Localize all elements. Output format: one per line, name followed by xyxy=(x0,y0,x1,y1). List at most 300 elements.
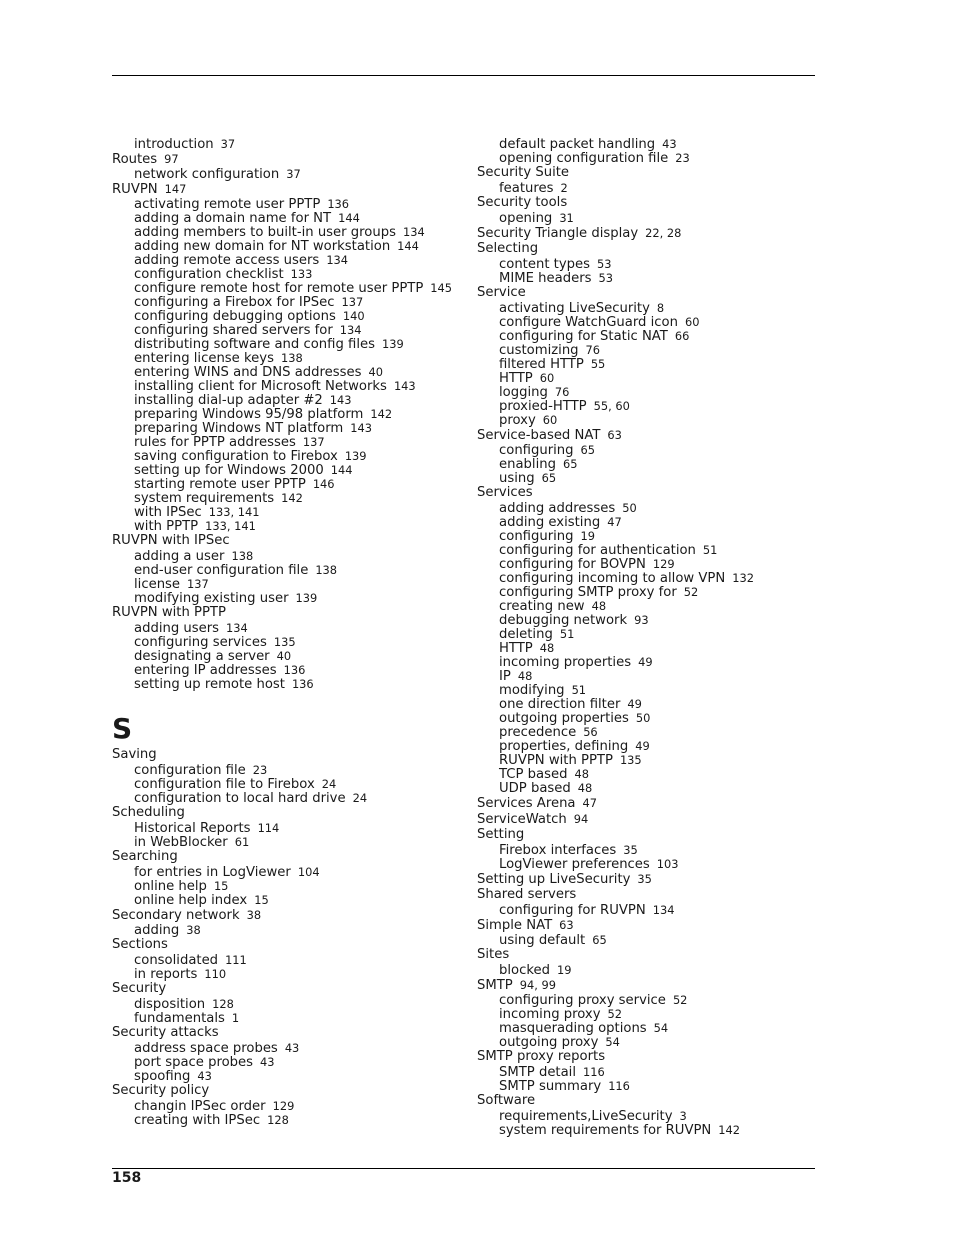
index-subentry-blocked xyxy=(477,963,827,977)
index-term: UDP based xyxy=(499,781,571,796)
footer-rule xyxy=(112,1168,815,1169)
index-term: configuring for RUVPN xyxy=(499,903,646,918)
page-reference: 22, 28 xyxy=(645,226,682,240)
page-reference: 135 xyxy=(619,753,642,767)
index-subentry-license xyxy=(112,577,462,591)
index-term: consolidated xyxy=(134,953,219,968)
index-term: configure remote host for remote user PPTP xyxy=(134,281,424,296)
page-reference: 133 xyxy=(290,267,313,281)
index-entry-security-triangle-display xyxy=(477,225,827,241)
index-term: MIME headers xyxy=(499,271,592,286)
index-subentry-disposition xyxy=(112,997,462,1011)
index-subentry-outgoing-properties xyxy=(477,711,827,725)
page-reference: 116 xyxy=(608,1079,630,1093)
index-subentry-address-space-probes xyxy=(112,1041,462,1055)
page-reference: 65 xyxy=(541,471,557,485)
index-column-right xyxy=(477,137,827,1137)
index-term: starting remote user PPTP xyxy=(134,477,306,492)
page-reference: 43 xyxy=(197,1069,212,1083)
page-reference: 143 xyxy=(329,393,352,407)
page-reference: 47 xyxy=(607,515,622,529)
index-entry-services-arena xyxy=(477,795,827,811)
page-reference: 43 xyxy=(284,1041,300,1055)
page-reference: 134 xyxy=(402,225,425,239)
index-subentry-incoming-properties xyxy=(477,655,827,669)
index-column-left xyxy=(112,137,462,1127)
index-subentry-deleting xyxy=(477,627,827,641)
index-subentry-in-webblocker xyxy=(112,835,462,849)
index-subentry-rules-for-pptp-addresses xyxy=(112,435,462,449)
index-term: configuration file to Firebox xyxy=(134,777,315,792)
page-reference: 53 xyxy=(598,271,613,285)
index-term: Saving xyxy=(112,747,157,762)
index-subentry-configuring-incoming-to-allow-vpn xyxy=(477,571,827,585)
page-reference: 140 xyxy=(342,309,365,323)
index-subentry-adding-existing xyxy=(477,515,827,529)
index-subentry-configuration-file-to-firebox xyxy=(112,777,462,791)
index-term: TCP based xyxy=(499,767,568,782)
index-subentry-installing-client-for-microsoft-networks xyxy=(112,379,462,393)
index-subentry-end-user-configuration-file xyxy=(112,563,462,577)
index-term: masquerading options xyxy=(499,1021,647,1036)
index-term: changin IPSec order xyxy=(134,1099,266,1114)
page-reference: 129 xyxy=(272,1099,295,1113)
index-term: proxy xyxy=(499,413,536,428)
page-reference: 66 xyxy=(674,329,690,343)
page-reference: 133, 141 xyxy=(208,505,260,519)
page-reference: 53 xyxy=(597,257,612,271)
page-reference: 50 xyxy=(635,711,651,725)
index-term: Services xyxy=(477,485,533,500)
index-subentry-adding-remote-access-users xyxy=(112,253,462,267)
index-term: adding addresses xyxy=(499,501,616,516)
index-subentry-configuring-for-bovpn xyxy=(477,557,827,571)
index-term: creating with IPSec xyxy=(134,1113,261,1128)
index-subentry-ip xyxy=(477,669,827,683)
index-term: outgoing properties xyxy=(499,711,629,726)
index-subentry-adding-a-domain-name-for-nt xyxy=(112,211,462,225)
index-subentry-adding-users xyxy=(112,621,462,635)
index-term: customizing xyxy=(499,343,579,358)
index-term: proxied-HTTP xyxy=(499,399,587,414)
page-reference: 94 xyxy=(573,812,589,826)
page-reference: 52 xyxy=(683,585,699,599)
page-reference: 134 xyxy=(339,323,362,337)
page-reference: 31 xyxy=(559,211,574,225)
index-subentry-configuring-for-ruvpn xyxy=(477,903,827,917)
index-subentry-debugging-network xyxy=(477,613,827,627)
index-subentry-system-requirements xyxy=(112,491,462,505)
page-reference: 76 xyxy=(585,343,601,357)
index-subentry-activating-livesecurity xyxy=(477,301,827,315)
index-subentry-using-default xyxy=(477,933,827,947)
index-entry-smtp-proxy-reports xyxy=(477,1049,827,1065)
index-subentry-configuration-checklist xyxy=(112,267,462,281)
page-reference: 142 xyxy=(281,491,303,505)
index-term: online help xyxy=(134,879,207,894)
page-reference: 128 xyxy=(267,1113,289,1127)
page-reference: 48 xyxy=(577,781,593,795)
index-subentry-configuring-debugging-options xyxy=(112,309,462,323)
index-term: adding xyxy=(134,923,180,938)
index-term: incoming proxy xyxy=(499,1007,601,1022)
index-entry-shared-servers xyxy=(477,887,827,903)
index-entry-ruvpn-with-ipsec xyxy=(112,533,462,549)
index-subentry-preparing-windows-95-98-platform xyxy=(112,407,462,421)
index-subentry-logviewer-preferences xyxy=(477,857,827,871)
index-term: Simple NAT xyxy=(477,918,553,933)
index-term: online help index xyxy=(134,893,248,908)
page-reference: 137 xyxy=(302,435,325,449)
header-rule xyxy=(112,75,815,76)
index-term: for entries in LogViewer xyxy=(134,865,291,880)
index-entry-saving xyxy=(112,747,462,763)
index-subentry-with-pptp xyxy=(112,519,462,533)
index-term: activating remote user PPTP xyxy=(134,197,321,212)
index-entry-security-attacks xyxy=(112,1025,462,1041)
index-term: LogViewer preferences xyxy=(499,857,650,872)
index-subentry-configuring-for-static-nat xyxy=(477,329,827,343)
index-entry-setting-up-livesecurity xyxy=(477,871,827,887)
index-subentry-tcp-based xyxy=(477,767,827,781)
index-entry-services xyxy=(477,485,827,501)
index-term: fundamentals xyxy=(134,1011,225,1026)
page-reference: 142 xyxy=(718,1123,741,1137)
index-entry-sites xyxy=(477,947,827,963)
index-subentry-consolidated xyxy=(112,953,462,967)
page-reference: 51 xyxy=(571,683,587,697)
index-term: blocked xyxy=(499,963,551,978)
index-term: Setting up LiveSecurity xyxy=(477,872,631,887)
index-term: adding users xyxy=(134,621,220,636)
index-term: configuring xyxy=(499,529,574,544)
page-reference: 114 xyxy=(257,821,280,835)
index-subentry-online-help xyxy=(112,879,462,893)
page-reference: 56 xyxy=(583,725,598,739)
index-subentry-mime-headers xyxy=(477,271,827,285)
page-reference: 136 xyxy=(327,197,350,211)
index-subentry-incoming-proxy xyxy=(477,1007,827,1021)
page-reference: 136 xyxy=(283,663,306,677)
index-term: adding members to built-in user groups xyxy=(134,225,396,240)
page-reference: 8 xyxy=(656,301,665,315)
index-subentry-changin-ipsec-order xyxy=(112,1099,462,1113)
index-entry-scheduling xyxy=(112,805,462,821)
index-term: SMTP detail xyxy=(499,1065,577,1080)
index-entry-simple-nat xyxy=(477,917,827,933)
page-reference: 40 xyxy=(368,365,383,379)
page-reference: 116 xyxy=(583,1065,605,1079)
index-subentry-logging xyxy=(477,385,827,399)
page-reference: 144 xyxy=(397,239,419,253)
page-reference: 60 xyxy=(539,371,555,385)
page-reference: 1 xyxy=(231,1011,240,1025)
index-term: activating LiveSecurity xyxy=(499,301,650,316)
index-entry-setting xyxy=(477,827,827,843)
index-term: system requirements for RUVPN xyxy=(499,1123,712,1138)
page-reference: 15 xyxy=(254,893,269,907)
index-entry-software xyxy=(477,1093,827,1109)
index-term: configuration checklist xyxy=(134,267,284,282)
index-subentry-configure-remote-host-for-remote-user-pptp xyxy=(112,281,462,295)
index-entry-selecting xyxy=(477,241,827,257)
index-term: IP xyxy=(499,669,511,684)
index-term: SMTP xyxy=(477,978,513,993)
index-term: with PPTP xyxy=(134,519,199,534)
index-subentry-opening xyxy=(477,211,827,225)
page-reference: 135 xyxy=(273,635,296,649)
index-term: Security policy xyxy=(112,1083,210,1098)
page-reference: 52 xyxy=(607,1007,623,1021)
index-term: using default xyxy=(499,933,586,948)
page-reference: 136 xyxy=(291,677,314,691)
page-reference: 132 xyxy=(732,571,754,585)
index-subentry-with-ipsec xyxy=(112,505,462,519)
index-subentry-default-packet-handling xyxy=(477,137,827,151)
index-subentry-proxy xyxy=(477,413,827,427)
index-subentry-firebox-interfaces xyxy=(477,843,827,857)
page-reference: 138 xyxy=(280,351,303,365)
index-term: preparing Windows NT platform xyxy=(134,421,344,436)
index-term: incoming properties xyxy=(499,655,632,670)
page-reference: 134 xyxy=(326,253,349,267)
index-term: using xyxy=(499,471,535,486)
index-term: preparing Windows 95/98 platform xyxy=(134,407,364,422)
index-subentry-configuring-for-authentication xyxy=(477,543,827,557)
index-subentry-fundamentals xyxy=(112,1011,462,1025)
index-term: Historical Reports xyxy=(134,821,251,836)
index-subentry-installing-dial-up-adapter-2 xyxy=(112,393,462,407)
index-term: configuring for BOVPN xyxy=(499,557,646,572)
page-reference: 51 xyxy=(702,543,718,557)
page-reference: 60 xyxy=(684,315,700,329)
index-term: introduction xyxy=(134,137,214,152)
index-subentry-configuration-file xyxy=(112,763,462,777)
index-term: configuring for Static NAT xyxy=(499,329,668,344)
index-term: adding a domain name for NT xyxy=(134,211,332,226)
page-reference: 43 xyxy=(662,137,677,151)
index-subentry-starting-remote-user-pptp xyxy=(112,477,462,491)
index-term: entering IP addresses xyxy=(134,663,277,678)
page-reference: 143 xyxy=(350,421,373,435)
index-entry-routes xyxy=(112,151,462,167)
index-term: saving configuration to Firebox xyxy=(134,449,338,464)
page-reference: 60 xyxy=(542,413,558,427)
index-subentry-adding-addresses xyxy=(477,501,827,515)
index-subentry-introduction xyxy=(112,137,462,151)
page-reference: 48 xyxy=(574,767,589,781)
index-subentry-in-reports xyxy=(112,967,462,981)
index-term: precedence xyxy=(499,725,577,740)
index-term: Security tools xyxy=(477,195,568,210)
page-reference: 137 xyxy=(341,295,364,309)
page-reference: 50 xyxy=(622,501,637,515)
index-subentry-masquerading-options xyxy=(477,1021,827,1035)
index-term: filtered HTTP xyxy=(499,357,584,372)
index-subentry-historical-reports xyxy=(112,821,462,835)
index-term: SMTP proxy reports xyxy=(477,1049,606,1064)
page-reference: 40 xyxy=(276,649,292,663)
index-subentry-online-help-index xyxy=(112,893,462,907)
page-reference: 147 xyxy=(164,182,187,196)
index-term: HTTP xyxy=(499,371,533,386)
page-reference: 2 xyxy=(560,181,568,195)
index-term: RUVPN with PPTP xyxy=(499,753,613,768)
index-subentry-smtp-detail xyxy=(477,1065,827,1079)
index-term: configuring incoming to allow VPN xyxy=(499,571,726,586)
index-term: creating new xyxy=(499,599,585,614)
index-term: enabling xyxy=(499,457,556,472)
index-subentry-configuring-shared-servers-for xyxy=(112,323,462,337)
index-subentry-one-direction-filter xyxy=(477,697,827,711)
page-reference: 143 xyxy=(393,379,416,393)
index-subentry-port-space-probes xyxy=(112,1055,462,1069)
index-term: Routes xyxy=(112,152,158,167)
index-term: Searching xyxy=(112,849,178,864)
index-subentry-configuring xyxy=(477,529,827,543)
index-term: Security xyxy=(112,981,167,996)
page-reference: 110 xyxy=(204,967,227,981)
index-entry-searching xyxy=(112,849,462,865)
page-reference: 65 xyxy=(562,457,578,471)
page-reference: 23 xyxy=(675,151,690,165)
page-reference: 54 xyxy=(605,1035,620,1049)
page-reference: 38 xyxy=(246,908,262,922)
index-term: end-user configuration file xyxy=(134,563,309,578)
index-term: in WebBlocker xyxy=(134,835,228,850)
page-reference: 35 xyxy=(637,872,652,886)
page-reference: 38 xyxy=(186,923,201,937)
page-reference: 76 xyxy=(554,385,570,399)
index-term: debugging network xyxy=(499,613,628,628)
index-subentry-configuring-smtp-proxy-for xyxy=(477,585,827,599)
index-term: address space probes xyxy=(134,1041,278,1056)
index-term: Secondary network xyxy=(112,908,240,923)
page-reference: 65 xyxy=(580,443,596,457)
index-term: in reports xyxy=(134,967,198,982)
page-reference: 142 xyxy=(370,407,393,421)
index-term: configuring shared servers for xyxy=(134,323,333,338)
page-reference: 48 xyxy=(539,641,555,655)
index-term: Service-based NAT xyxy=(477,428,601,443)
index-term: opening configuration file xyxy=(499,151,669,166)
index-term: content types xyxy=(499,257,591,272)
page-reference: 55 xyxy=(590,357,606,371)
index-term: adding remote access users xyxy=(134,253,320,268)
page-reference: 111 xyxy=(225,953,247,967)
index-term: Service xyxy=(477,285,526,300)
index-term: Scheduling xyxy=(112,805,185,820)
index-subentry-http xyxy=(477,371,827,385)
page-reference: 138 xyxy=(315,563,338,577)
index-subentry-distributing-software-and-config-files xyxy=(112,337,462,351)
index-subentry-properties-defining xyxy=(477,739,827,753)
index-subentry-precedence xyxy=(477,725,827,739)
page-reference: 63 xyxy=(559,918,574,932)
index-subentry-content-types xyxy=(477,257,827,271)
index-term: Firebox interfaces xyxy=(499,843,617,858)
index-subentry-saving-configuration-to-firebox xyxy=(112,449,462,463)
page-reference: 134 xyxy=(652,903,675,917)
index-subentry-adding-new-domain-for-nt-workstation xyxy=(112,239,462,253)
index-subentry-configuring-services xyxy=(112,635,462,649)
page-reference: 133, 141 xyxy=(205,519,256,533)
page-reference: 54 xyxy=(653,1021,669,1035)
index-subentry-entering-license-keys xyxy=(112,351,462,365)
index-term: configuring services xyxy=(134,635,267,650)
index-subentry-smtp-summary xyxy=(477,1079,827,1093)
index-subentry-setting-up-remote-host xyxy=(112,677,462,691)
index-term: Services Arena xyxy=(477,796,576,811)
page-reference: 37 xyxy=(220,137,236,151)
index-subentry-ruvpn-with-pptp xyxy=(477,753,827,767)
section-letter-heading: S xyxy=(112,712,133,745)
index-term: Shared servers xyxy=(477,887,577,902)
index-term: HTTP xyxy=(499,641,533,656)
index-term: setting up for Windows 2000 xyxy=(134,463,324,478)
page-reference: 65 xyxy=(592,933,607,947)
index-subentry-spoofing xyxy=(112,1069,462,1083)
index-term: default packet handling xyxy=(499,137,656,152)
index-subentry-using xyxy=(477,471,827,485)
index-term: port space probes xyxy=(134,1055,254,1070)
index-subentry-modifying-existing-user xyxy=(112,591,462,605)
page-reference: 129 xyxy=(652,557,675,571)
index-term: Selecting xyxy=(477,241,539,256)
index-term: license xyxy=(134,577,181,592)
page-reference: 145 xyxy=(430,281,453,295)
index-term: modifying existing user xyxy=(134,591,289,606)
page-reference: 19 xyxy=(557,963,572,977)
page-reference: 55, 60 xyxy=(593,399,630,413)
index-term: adding existing xyxy=(499,515,601,530)
index-subentry-proxied-http xyxy=(477,399,827,413)
page-reference: 97 xyxy=(164,152,179,166)
page-number: 158 xyxy=(112,1170,142,1186)
index-term: configuring a Firebox for IPSec xyxy=(134,295,335,310)
index-subentry-configuration-to-local-hard-drive xyxy=(112,791,462,805)
index-term: Sections xyxy=(112,937,168,952)
index-subentry-outgoing-proxy xyxy=(477,1035,827,1049)
index-term: entering WINS and DNS addresses xyxy=(134,365,362,380)
index-term: one direction filter xyxy=(499,697,621,712)
index-term: SMTP summary xyxy=(499,1079,602,1094)
index-term: installing dial-up adapter #2 xyxy=(134,393,323,408)
page-reference: 134 xyxy=(226,621,248,635)
page-reference: 128 xyxy=(212,997,234,1011)
page-reference: 144 xyxy=(338,211,360,225)
index-subentry-activating-remote-user-pptp xyxy=(112,197,462,211)
page-reference: 49 xyxy=(635,739,650,753)
index-term: opening xyxy=(499,211,553,226)
index-term: with IPSec xyxy=(134,505,202,520)
index-term: configuring proxy service xyxy=(499,993,666,1008)
page-reference: 52 xyxy=(672,993,688,1007)
index-subentry-configuring-a-firebox-for-ipsec xyxy=(112,295,462,309)
index-term: RUVPN with PPTP xyxy=(112,605,226,620)
index-term: requirements,LiveSecurity xyxy=(499,1109,673,1124)
page-reference: 137 xyxy=(187,577,209,591)
page-reference: 23 xyxy=(252,763,268,777)
index-term: RUVPN xyxy=(112,182,158,197)
page-reference: 139 xyxy=(381,337,404,351)
page-reference: 19 xyxy=(580,529,596,543)
index-term: designating a server xyxy=(134,649,270,664)
index-subentry-designating-a-server xyxy=(112,649,462,663)
index-term: disposition xyxy=(134,997,206,1012)
page-reference: 61 xyxy=(234,835,250,849)
index-entry-smtp xyxy=(477,977,827,993)
